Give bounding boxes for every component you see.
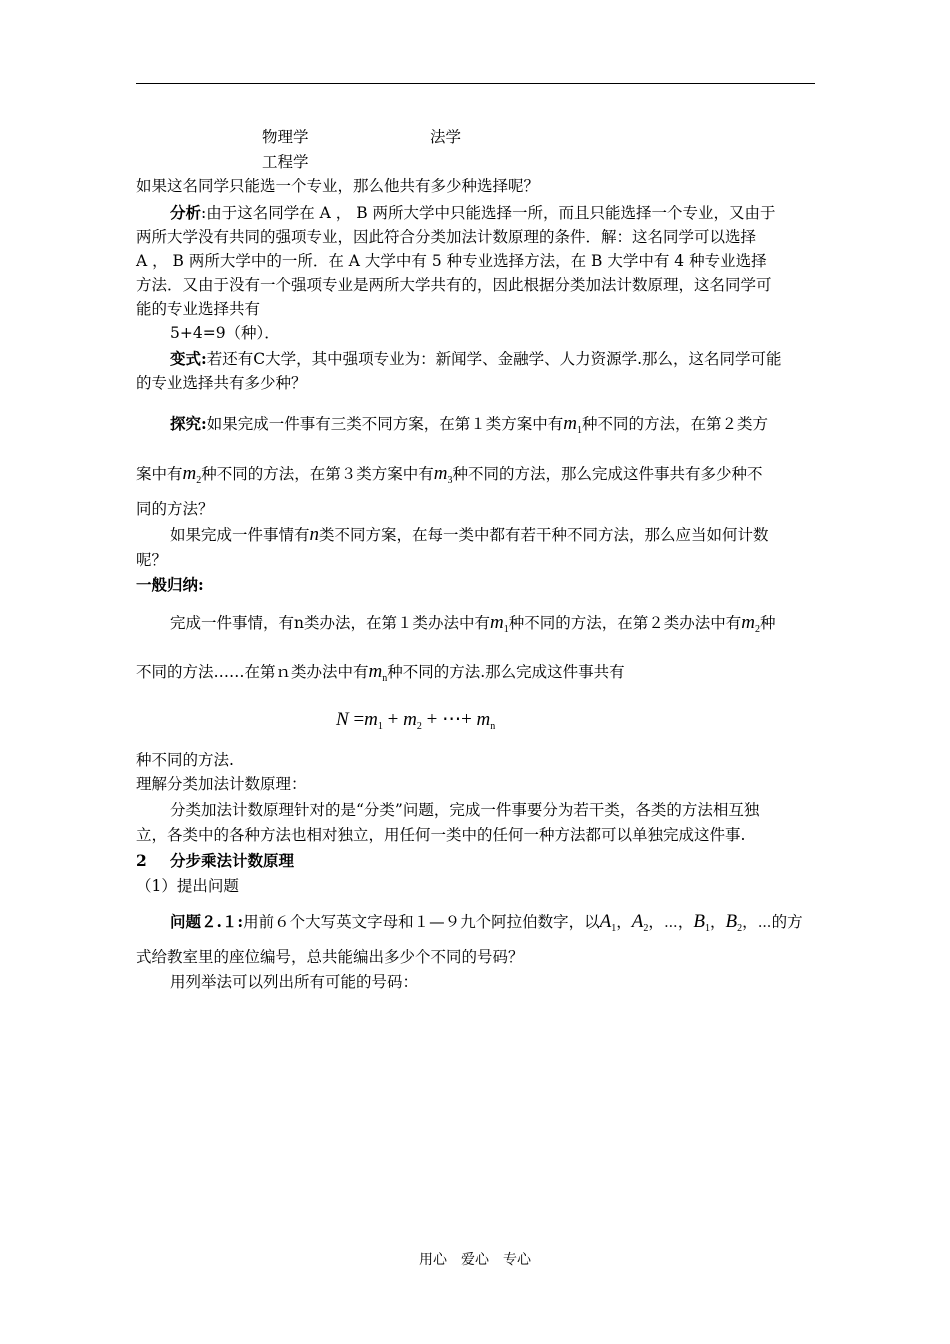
math-n: n <box>309 524 320 545</box>
explore-line-3: 同的方法？ <box>136 500 214 518</box>
general-text-1b: 种不同的方法，在第２类办法中有 <box>508 614 742 632</box>
analysis-text-1: 由于这名同学在 A ， B 两所大学中只能选择一所，而且只能选择一个专业，又由于 <box>206 204 776 222</box>
math-B2: $B_2$ <box>725 911 743 934</box>
variant-line-1 <box>170 349 782 369</box>
problem-text-1b: 的方 <box>771 913 803 931</box>
general-text-2b: 种不同的方法.那么完成这件事共有 <box>387 663 625 681</box>
explore-line-2 <box>136 464 763 484</box>
math-A2: $A_2$ <box>631 911 649 934</box>
header-rule <box>136 83 815 84</box>
variant-label: 变式: <box>170 349 207 368</box>
understand-line-1: 分类加法计数原理针对的是“分类”问题，完成一件事要分为若干类，各类的方法相互独 <box>170 801 760 819</box>
analysis-label: 分析 <box>170 203 202 222</box>
explore-line-4 <box>170 525 769 545</box>
major-law: 法学 <box>430 128 462 146</box>
analysis-line-2: 两所大学没有共同的强项专业，因此符合分类加法计数原理的条件．解：这名同学可以选择 <box>136 228 757 246</box>
math-B1: $B_1$ <box>693 911 710 934</box>
major-engineering: 工程学 <box>262 153 309 171</box>
explore-text-1a: 如果完成一件事有三类不同方案，在第１类方案中有 <box>206 415 564 433</box>
problem-line-2: 式给教室里的座位编号，总共能编出多少个不同的号码？ <box>136 948 524 966</box>
math-A1: $A_1$ <box>599 911 617 934</box>
variant-text-1: 若还有C大学，其中强项专业为：新闻学、金融学、人力资源学.那么，这名同学可能 <box>206 350 782 368</box>
general-text-1a: 完成一件事情，有n类办法，在第１类办法中有 <box>170 614 490 632</box>
explore-label: 探究: <box>170 414 207 433</box>
major-physics: 物理学 <box>262 128 309 146</box>
problem-line-3: 用列举法可以列出所有可能的号码： <box>170 973 419 991</box>
general-heading: 一般归纳: <box>136 575 204 594</box>
problem-line-1: 问题２.１:用前６个大写英文字母和１—９九个阿拉伯数字，以$A_1$，$A_2$，⋯，$B_1$，$B_2$，⋯的方 <box>170 911 803 934</box>
explore-line-1 <box>170 414 768 434</box>
analysis-colon: : <box>201 204 207 222</box>
analysis-line-1 <box>170 203 776 223</box>
section-2-title: 分步乘法计数原理 <box>170 851 295 870</box>
explore-text-2b: 种不同的方法，在第３类方案中有 <box>201 465 434 483</box>
general-text-2a: 不同的方法……在第ｎ类办法中有 <box>136 663 369 681</box>
general-after: 种不同的方法. <box>136 751 234 769</box>
explore-text-2a: 案中有 <box>136 465 183 483</box>
understand-line-2: 立，各类中的各种方法也相对独立，用任何一类中的任何一种方法都可以单独完成这件事. <box>136 826 746 844</box>
understand-heading: 理解分类加法计数原理： <box>136 775 307 793</box>
subsection-1: （1）提出问题 <box>136 877 239 895</box>
general-line-2 <box>136 662 625 682</box>
math-m2: $m_2$ <box>182 463 202 486</box>
math-m2-b: $m_2$ <box>741 612 760 635</box>
analysis-result: 5+4=9（种）． <box>170 324 280 342</box>
variant-line-2: 的专业选择共有多少种？ <box>136 374 307 392</box>
page-footer: 用心 爱心 专心 <box>419 1252 531 1268</box>
analysis-line-3: A ， B 两所大学中的一所．在 A 大学中有 5 种专业选择方法，在 B 大学中有 4 种专业选择 <box>136 252 767 270</box>
explore-line-5: 呢？ <box>136 551 168 569</box>
math-m1-b: $m_1$ <box>489 612 509 635</box>
math-m3: $m_3$ <box>433 463 453 486</box>
math-mn: $m_n$ <box>368 661 388 684</box>
analysis-line-5: 能的专业选择共有 <box>136 300 261 318</box>
general-text-1c: 种 <box>759 614 776 632</box>
math-m1: $m_1$ <box>563 413 582 436</box>
question-text: 如果这名同学只能选一个专业，那么他共有多少种选择呢？ <box>136 177 540 195</box>
section-2-number: 2 <box>136 851 147 870</box>
explore-text-1b: 种不同的方法，在第２类方 <box>581 415 768 433</box>
problem-text-1a: 用前６个大写英文字母和１—９九个阿拉伯数字，以 <box>243 913 600 931</box>
problem-label: 问题２.１: <box>170 912 244 931</box>
explore-text-4b: 类不同方案，在每一类中都有若干种不同方法，那么应当如何计数 <box>319 526 769 544</box>
explore-text-4a: 如果完成一件事情有 <box>170 526 310 544</box>
analysis-line-4: 方法．又由于没有一个强项专业是两所大学共有的，因此根据分类加法计数原理，这名同学可 <box>136 276 772 294</box>
sum-formula: $N =m_1 + m_2$ + ⋯+ $m_n$ <box>336 709 496 732</box>
explore-text-2c: 种不同的方法，那么完成这件事共有多少种不 <box>452 465 763 483</box>
general-line-1 <box>170 613 775 633</box>
